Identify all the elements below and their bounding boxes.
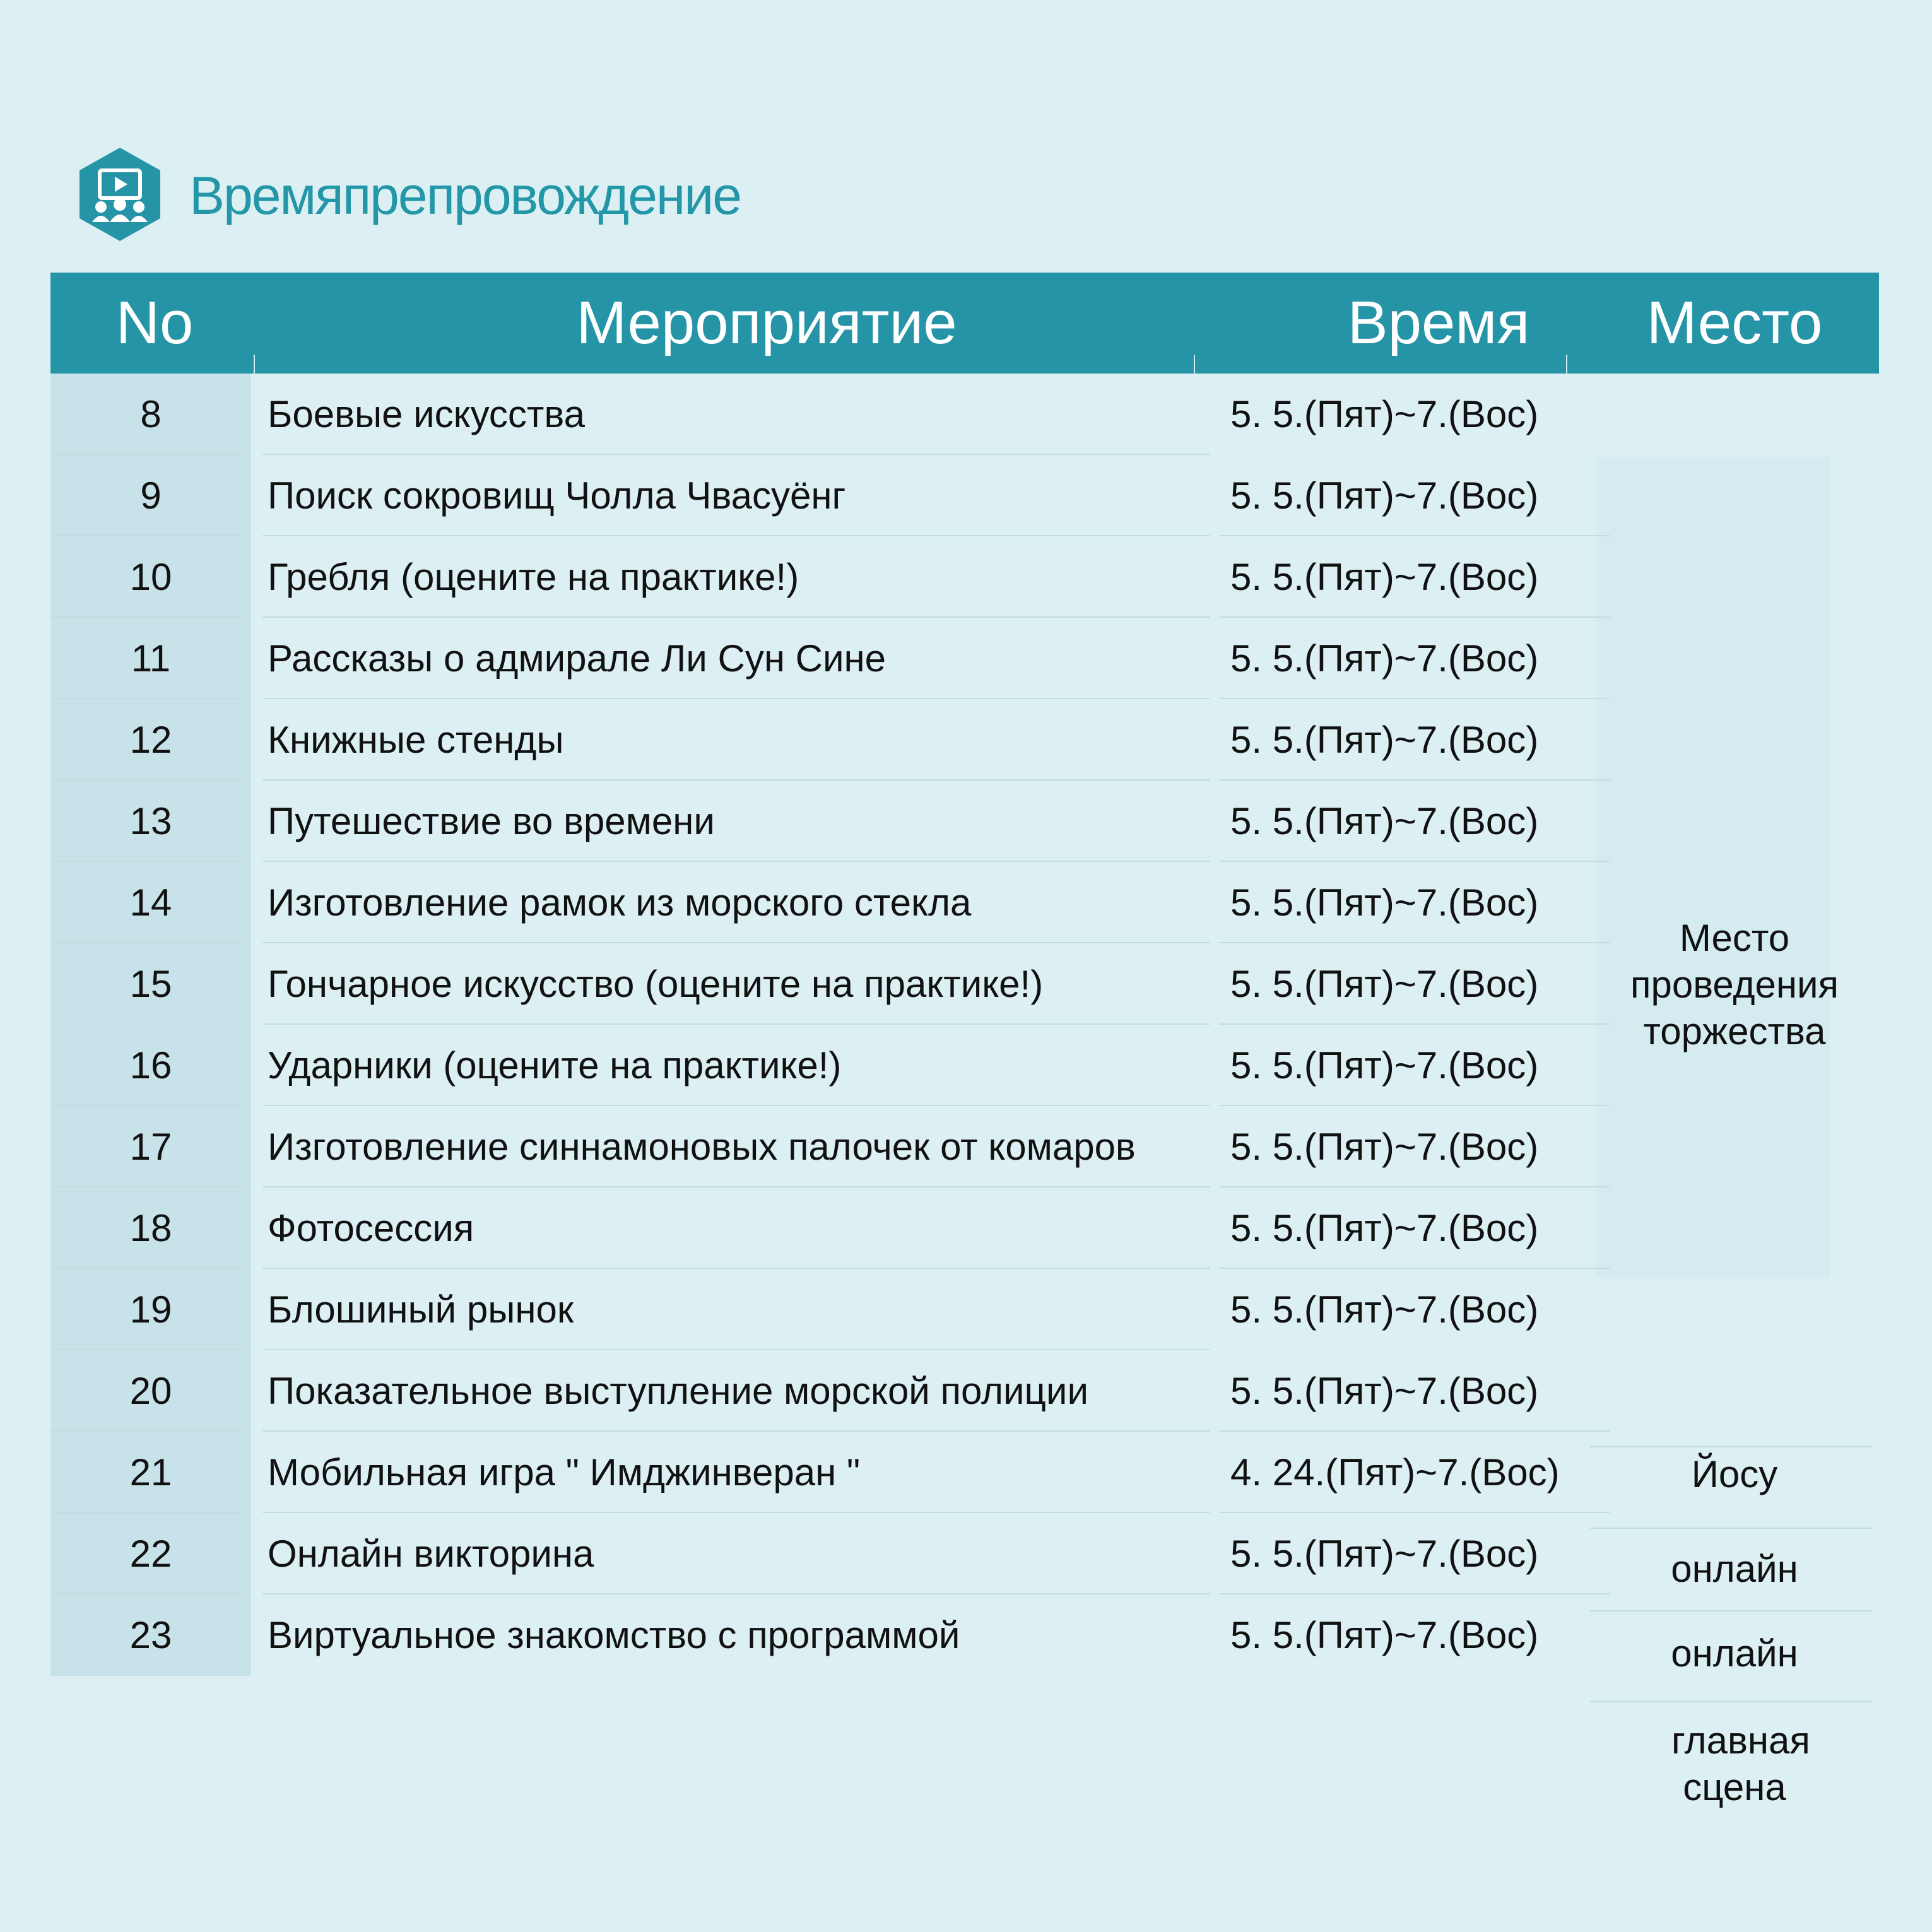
row-event: Показательное выступление морской полиции: [268, 1370, 1088, 1412]
column-header-place: Место: [1646, 289, 1823, 356]
row-event: Мобильная игра " Имджинверан ": [268, 1451, 861, 1493]
row-time: 5. 5.(Пят)~7.(Вос): [1230, 637, 1539, 680]
place-cell-stage: [1590, 1701, 1879, 1827]
row-number: 14: [129, 881, 172, 924]
row-time: 5. 5.(Пят)~7.(Вос): [1230, 393, 1539, 435]
row-event: Рассказы о адмирале Ли Сун Сине: [268, 637, 886, 680]
row-event: Гончарное искусство (оцените на практике!): [268, 963, 1044, 1005]
row-time: 5. 5.(Пят)~7.(Вос): [1230, 800, 1539, 842]
row-number: 10: [129, 556, 172, 598]
column-header-no: No: [115, 289, 194, 356]
row-event: Путешествие во времени: [268, 800, 715, 842]
place-text: Йосу: [1691, 1452, 1778, 1495]
row-time: 4. 24.(Пят)~7.(Вос): [1230, 1451, 1560, 1493]
row-event: Боевые искусства: [268, 393, 585, 435]
row-event: Книжные стенды: [268, 719, 564, 761]
header-divider: [1194, 355, 1195, 374]
row-event: Фотосессия: [268, 1207, 474, 1249]
header-divider: [254, 355, 255, 374]
row-event: Онлайн викторина: [268, 1533, 594, 1575]
place-cell-online: [1590, 1610, 1879, 1697]
row-time: 5. 5.(Пят)~7.(Вос): [1230, 1126, 1539, 1168]
row-number: 9: [140, 474, 162, 517]
row-time: 5. 5.(Пят)~7.(Вос): [1230, 1370, 1539, 1412]
row-number: 11: [131, 637, 171, 680]
row-time: 5. 5.(Пят)~7.(Вос): [1230, 1614, 1539, 1656]
row-time: 5. 5.(Пят)~7.(Вос): [1230, 1044, 1539, 1087]
row-number: 22: [129, 1533, 172, 1575]
row-event: Блошиный рынок: [268, 1288, 574, 1331]
row-number: 17: [129, 1126, 172, 1168]
row-time: 5. 5.(Пят)~7.(Вос): [1230, 963, 1539, 1005]
row-event: Поиск сокровищ Чолла Чвасуёнг: [268, 474, 846, 517]
row-event: Изготовление синнамоновых палочек от комаров: [268, 1126, 1136, 1168]
row-time: 5. 5.(Пят)~7.(Вос): [1230, 1207, 1539, 1249]
people-video-icon: [76, 145, 164, 247]
row-number: 19: [129, 1288, 172, 1331]
place-cell-online: [1590, 1528, 1879, 1610]
row-time: 5. 5.(Пят)~7.(Вос): [1230, 881, 1539, 924]
column-header-time: Время: [1347, 289, 1530, 356]
events-table: [50, 273, 1879, 1808]
row-time: 5. 5.(Пят)~7.(Вос): [1230, 1533, 1539, 1575]
row-event: Виртуальное знакомство с программой: [268, 1614, 960, 1656]
row-number: 15: [129, 963, 172, 1005]
place-text: онлайн: [1671, 1632, 1798, 1675]
row-number: 12: [129, 719, 172, 761]
table-header: [50, 273, 1879, 374]
place-text: Место проведения торжества: [1630, 917, 1839, 1052]
header-divider: [1566, 355, 1567, 374]
row-time: 5. 5.(Пят)~7.(Вос): [1230, 474, 1539, 517]
row-event: Изготовление рамок из морского стекла: [268, 881, 972, 924]
row-time: 5. 5.(Пят)~7.(Вос): [1230, 556, 1539, 598]
row-number: 8: [140, 393, 162, 435]
row-number: 16: [129, 1044, 172, 1087]
place-cell-main: [1590, 457, 1879, 1513]
row-event: Ударники (оцените на практике!): [268, 1044, 842, 1087]
section-heading: [76, 145, 741, 246]
row-number: 18: [129, 1207, 172, 1249]
place-text: онлайн: [1671, 1547, 1798, 1590]
page-title: Времяпрепровождение: [189, 165, 741, 225]
place-cell-yeosu: [1590, 1434, 1879, 1515]
row-number: 21: [129, 1451, 172, 1493]
column-header-event: Мероприятие: [576, 289, 957, 356]
row-number: 13: [129, 800, 172, 842]
row-number: 20: [129, 1370, 172, 1412]
row-event: Гребля (оцените на практике!): [268, 556, 799, 598]
row-number: 23: [129, 1614, 172, 1656]
row-time: 5. 5.(Пят)~7.(Вос): [1230, 1288, 1539, 1331]
row-time: 5. 5.(Пят)~7.(Вос): [1230, 719, 1539, 761]
place-text: главная сцена: [1671, 1719, 1810, 1808]
table-body: [50, 374, 1879, 1808]
table-row: [50, 374, 1879, 455]
